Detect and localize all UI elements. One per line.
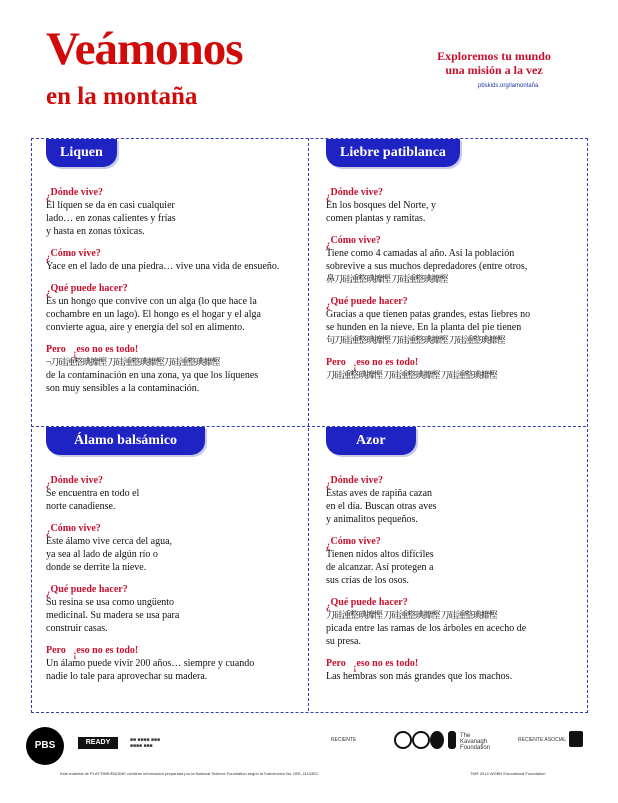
- card-title: Azor: [326, 427, 416, 455]
- where-text: Se encuentra en todo el norte canadiense.: [46, 488, 140, 512]
- what-text-garbled: 句刀硅湩整琠攠慳 刀硅湩整琠攠慳 刀硅湩整琠攠慳: [326, 335, 505, 345]
- page-subtitle: en la montaña: [46, 83, 198, 110]
- where-heading: ¿Dónde vive?: [46, 475, 103, 489]
- card-azor: [326, 427, 596, 683]
- where-heading: ¿Dónde vive?: [46, 187, 103, 201]
- card-liebre: [326, 139, 596, 382]
- card-alamo: [46, 427, 316, 683]
- footer-copyright: TM® 2014 WGBH Educational Foundation: [470, 771, 546, 776]
- how-text: Tiene como 4 camadas al año. Así la población sobrevive a sus muchos depredadores (entre otros,: [326, 248, 528, 272]
- site-url[interactable]: pbskids.org/lamontaña: [478, 83, 539, 89]
- what-text: picada entre las ramas de los árboles en acecho de su presa.: [326, 623, 527, 647]
- where-text: En los bosques del Norte, y comen plantas y ramitas.: [326, 200, 436, 224]
- what-heading: ¿Qué puede hacer?: [46, 283, 128, 297]
- what-heading: ¿Qué puede hacer?: [326, 296, 408, 310]
- what-text: Gracias a que tienen patas grandes, estas liebres no se hunden en la nieve. En la planta del pie tienen: [326, 309, 531, 333]
- small-logo-text-2: RECIENTE ASOCIAL: [518, 737, 567, 743]
- where-text: Estas aves de rapiña cazan en el día. Buscan otras aves y animalitos pequeños.: [326, 488, 437, 525]
- how-heading: ¿Cómo vive?: [46, 523, 101, 537]
- cpb-logo-circle-1: [394, 731, 412, 749]
- tagline-line-1: Exploremos tu mundo: [437, 49, 551, 63]
- how-text: Tienen nidos altos difíciles de alcanzar. Así protegen a sus crías de los osos.: [326, 549, 434, 586]
- what-heading: ¿Qué puede hacer?: [46, 584, 128, 598]
- more-heading: Pero ¡eso no es todo!: [326, 357, 419, 371]
- how-heading: ¿Cómo vive?: [326, 235, 381, 249]
- more-heading: Pero ¡eso no es todo!: [46, 344, 139, 358]
- cpb-logo-circle-2: [412, 731, 430, 749]
- tagline: [414, 49, 574, 77]
- how-text: Yace en el lado de una piedra… vive una vida de ensueño.: [46, 261, 280, 272]
- cpb-logo-shape: [430, 731, 444, 749]
- where-heading: ¿Dónde vive?: [326, 187, 383, 201]
- more-text: Las hembras son más grandes que los machos.: [326, 671, 513, 682]
- pbs-kids-logo: PBS KIDS: [26, 727, 64, 765]
- more-text: Un álamo puede vivir 200 años… siempre y cuando nadie lo tale para aprovechar su madera.: [46, 658, 255, 682]
- small-logo-text-1: RECIENTE: [331, 737, 357, 743]
- how-text-garbled: 鼻刀硅湩整琠攠慳 刀硅湩整琠攠慳: [326, 274, 448, 284]
- card-liquen: [46, 139, 316, 395]
- page-title: Veámonos: [46, 23, 243, 75]
- more-text-garbled: 刀硅湩整琠攠慳 刀硅湩整琠攠慳 刀硅湩整琠攠慳: [326, 370, 497, 380]
- more-text: de la contaminación en una zona, ya que los líquenes son muy sensibles a la contaminación.: [46, 370, 259, 394]
- ready-logo: READY: [78, 737, 118, 749]
- card-title: Liebre patiblanca: [326, 139, 460, 167]
- footer-credit: Este material de PLAYTIME/ENGINE contiene información preparada por la National Science Foundation según la Subvención No. DRL-1114352.: [60, 771, 319, 776]
- what-text: Su resina se usa como ungüento medicinal. Su madera se usa para construir casas.: [46, 597, 180, 634]
- foundation-logo-text: The Kavanagh Foundation: [460, 733, 491, 751]
- card-title: Liquen: [46, 139, 117, 167]
- more-heading: Pero ¡eso no es todo!: [46, 645, 139, 659]
- ready-caption: ■■ ■■■■ ■■■ ■■■■ ■■■: [130, 737, 160, 749]
- more-heading: Pero ¡eso no es todo!: [326, 658, 419, 672]
- what-heading: ¿Qué puede hacer?: [326, 597, 408, 611]
- where-text: El líquen se da en casi cualquier lado… en zonas calientes y frías y hasta en zonas tóxicas.: [46, 200, 176, 237]
- tagline-line-2: una misión a la vez: [445, 63, 543, 77]
- more-text-garbled: ¬刀硅湩整琠攠慳 刀硅湩整琠攠慳刀硅湩整琠攠慳: [46, 357, 220, 367]
- shield-icon: [569, 731, 583, 747]
- where-heading: ¿Dónde vive?: [326, 475, 383, 489]
- how-heading: ¿Cómo vive?: [326, 536, 381, 550]
- what-text-garbled: 刀硅湩整琠攠慳 刀硅湩整琠攠慳 刀硅湩整琠攠慳: [326, 610, 497, 620]
- card-title: Álamo balsámico: [46, 427, 205, 455]
- what-text: Es un hongo que convive con un alga (lo que hace la cochambre en un lago). El hongo es el hogar y el alga convierte agua, aire y energía del sol en alimento.: [46, 296, 261, 333]
- how-text: Este álamo vive cerca del agua, ya sea al lado de algún río o donde se derrite la nieve.: [46, 536, 173, 573]
- how-heading: ¿Cómo vive?: [46, 248, 101, 262]
- family-figure-icon: [448, 731, 456, 749]
